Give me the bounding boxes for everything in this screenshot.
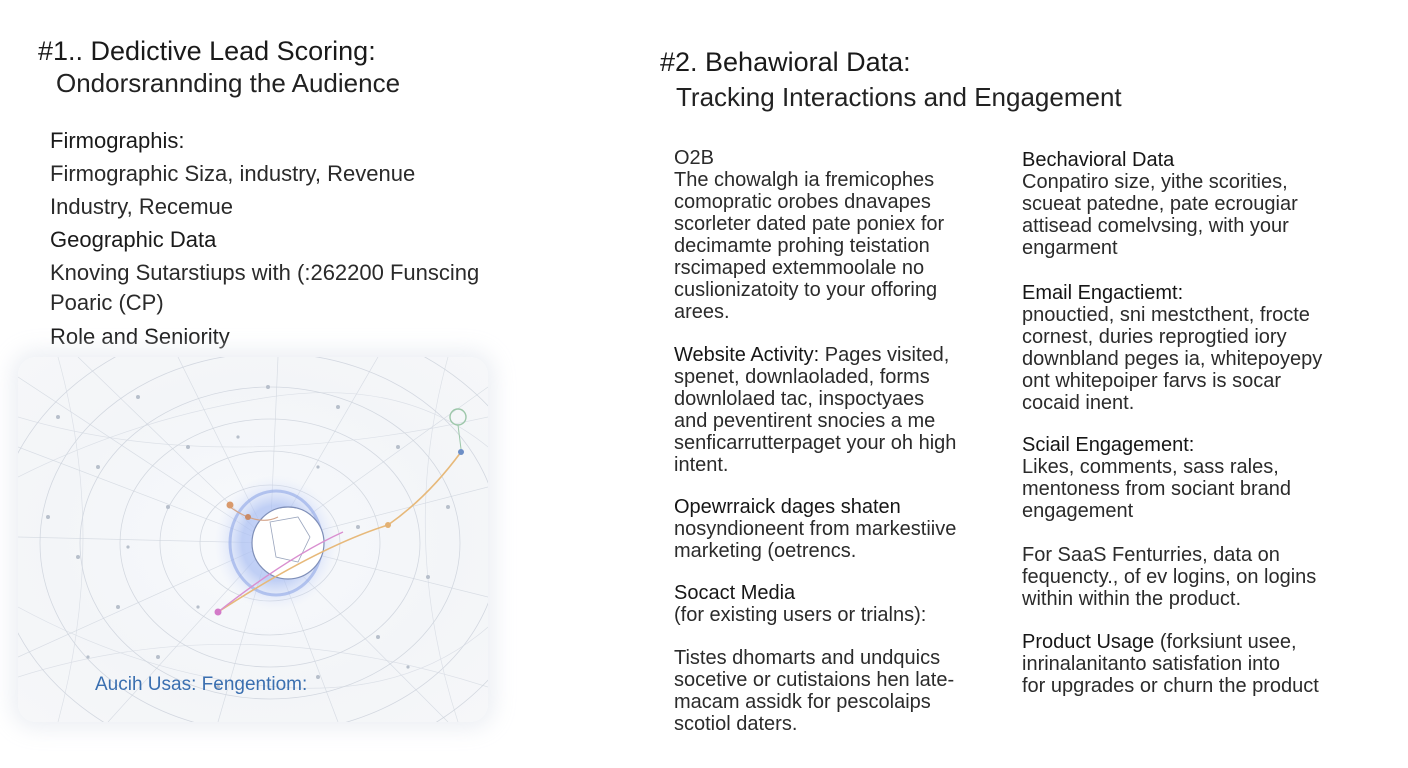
- social-detail-text: scotiol daters.: [674, 713, 798, 735]
- o2b-text: cuslionizatoity to your offoring: [674, 279, 938, 301]
- network-graphic: [18, 357, 488, 722]
- o2b-text: The chowalgh ia fremicophes: [674, 169, 935, 191]
- behavioral-data-text: engarment: [1022, 237, 1118, 259]
- website-activity-block: [674, 344, 956, 476]
- website-activity-text: downlolaed tac, inspoctyaes: [674, 388, 925, 410]
- email-engagement-text: cocaid inent.: [1022, 392, 1135, 414]
- right-title: #2. Behawioral Data:: [660, 47, 911, 77]
- saas-features-block: [1022, 544, 1316, 610]
- left-title: #1.. Dedictive Lead Scoring:: [38, 36, 376, 66]
- social-engagement-text: engagement: [1022, 500, 1134, 522]
- firmographics-text: Firmographic Siza, industry, Revenue: [50, 161, 416, 186]
- email-engagement-text: ont whitepoiper farvs is socar: [1022, 370, 1282, 392]
- social-engagement-text: mentoness from sociant brand: [1022, 478, 1292, 500]
- social-detail-block: [674, 647, 954, 735]
- o2b-text: comopratic orobes dnavapes: [674, 191, 931, 213]
- social-detail-text: macam assidk for pescolaips: [674, 691, 931, 713]
- product-usage-text: inrinalanitanto satisfation into: [1022, 653, 1280, 675]
- o2b-heading: O2B: [674, 147, 715, 169]
- email-engagement-text: cornest, duries reprogtied iory: [1022, 326, 1287, 348]
- product-usage-text: for upgrades or churn the product: [1022, 675, 1319, 697]
- open-tracking-text: marketing (oetrencs.: [674, 540, 857, 562]
- website-activity-text: intent.: [674, 454, 729, 476]
- geographic-text: Poaric (CP): [50, 290, 164, 315]
- behavioral-data-block: [1022, 149, 1298, 259]
- website-activity-text: and peventirent snocies a me: [674, 410, 936, 432]
- social-engagement-block: [1022, 434, 1291, 522]
- saas-features-text: For SaaS Fenturries, data on: [1022, 544, 1280, 566]
- product-usage-text: (forksiunt usee,: [1154, 631, 1297, 653]
- open-tracking-block: [674, 496, 956, 562]
- social-media-text: (for existing users or trialns):: [674, 604, 927, 626]
- behavioral-data-text: Conpatiro size, yithe scorities,: [1022, 171, 1288, 193]
- o2b-text: arees.: [674, 301, 730, 323]
- product-usage-label: Product Usage: [1022, 631, 1155, 653]
- audience-network-visual: [18, 357, 488, 722]
- o2b-text: decimamte prohing teistation: [674, 235, 930, 257]
- o2b-text: scorleter dated pate poniex for: [674, 213, 945, 235]
- saas-features-text: within within the product.: [1022, 588, 1242, 610]
- geographic-label: Geographic Data: [50, 227, 217, 252]
- behavioral-data-heading: Bechavioral Data: [1022, 149, 1175, 171]
- behavioral-data-text: attiseаd comelvsing, with your: [1022, 215, 1289, 237]
- social-detail-text: socetive or cutistaions hen late-: [674, 669, 955, 691]
- website-activity-text: spenet, downlaoladed, forms: [674, 366, 930, 388]
- social-media-block: [674, 582, 926, 626]
- email-engagement-text: pnouctied, sni mestcthent, frocte: [1022, 304, 1310, 326]
- o2b-block: [674, 147, 944, 323]
- right-subtitle: Tracking Interactions and Engagement: [676, 82, 1122, 112]
- email-engagement-text: downbland peges ia, whitepoyepy: [1022, 348, 1323, 370]
- o2b-text: rscimaped extemmoolale no: [674, 257, 925, 279]
- firmographics-label: Firmographis:: [50, 128, 185, 153]
- saas-features-text: fequencty., of ev logins, on logins: [1022, 566, 1317, 588]
- geographic-text: Knoving Sutarstiups with (:262200 Funscing: [50, 260, 480, 285]
- social-detail-text: Tistes dhomarts and undquics: [674, 647, 941, 669]
- social-media-heading: Socact Media: [674, 582, 796, 604]
- behavioral-data-text: scueat patedne, pate ecrougiar: [1022, 193, 1298, 215]
- email-engagement-block: [1022, 282, 1322, 414]
- product-usage-block: [1022, 631, 1319, 697]
- website-activity-text: Pages visited,: [819, 344, 950, 366]
- open-tracking-text: nosyndioneent from markestiive: [674, 518, 957, 540]
- open-tracking-heading: Opewrraick dages shaten: [674, 496, 901, 518]
- social-engagement-heading: Sciail Engagement:: [1022, 434, 1195, 456]
- website-activity-text: senficarrutterpaget your oh high: [674, 432, 957, 454]
- role-label: Role and Seniority: [50, 324, 230, 349]
- visual-caption: Aucih Usas: Fengentiom:: [95, 674, 308, 695]
- left-subtitle: Ondorsrannding the Audience: [56, 68, 401, 98]
- website-activity-label: Website Activity:: [674, 344, 820, 366]
- social-engagement-text: Likes, comments, sass rales,: [1022, 456, 1279, 478]
- email-engagement-heading: Email Engactiemt:: [1022, 282, 1184, 304]
- firmographics-text: Industry, Recemue: [50, 194, 234, 219]
